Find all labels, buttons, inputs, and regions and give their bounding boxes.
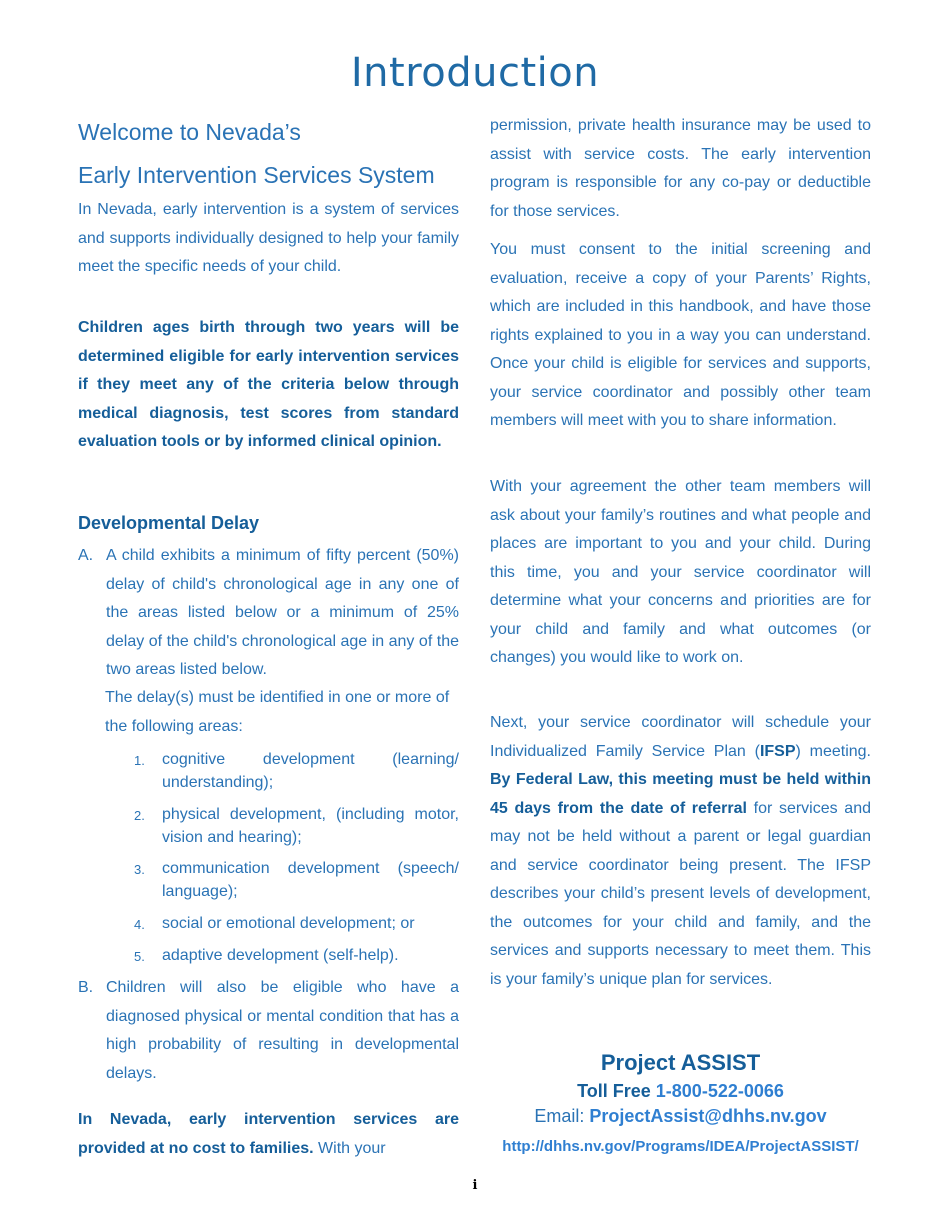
ifsp-text-c: for services and may not be held without a parent or legal guardian and service coordinator being present. The IFSP describes your child’s present levels of development, the outcomes for your child and family, and the services and supports necessary to meet them. This is your family’s unique plan for services. — [490, 799, 871, 988]
list-text: cognitive development (learning/ understanding); — [162, 751, 459, 791]
toll-free-label: Toll Free — [577, 1081, 656, 1101]
consent-paragraph: You must consent to the initial screening and evaluation, receive a copy of your Parents’ Rights, which are included in this handbook, and have those rights explained to you in a way you can understand. Once your child is eligible for services and supports, your service coordinator and possibly other team members will meet with you to share information. — [490, 241, 871, 429]
contact-phone-line — [490, 1081, 871, 1102]
phone-number[interactable]: 1-800-522-0066 — [655, 1081, 784, 1101]
delay-areas-intro: The delay(s) must be identified in one or more of the following areas: — [105, 689, 450, 735]
list-text: adaptive development (self-help). — [162, 947, 399, 964]
welcome-heading-line2: Early Intervention Services System — [78, 162, 435, 188]
criteria-item-b — [78, 974, 459, 1088]
list-number: 3. — [134, 862, 145, 877]
page-number: i — [472, 1178, 478, 1193]
list-item — [134, 913, 459, 936]
list-item — [134, 858, 459, 903]
item-text: Children will also be eligible who have a diagnosed physical or mental condition that has a high probability of resulting in developmental delays. — [106, 979, 459, 1082]
website-link[interactable]: http://dhhs.nv.gov/Programs/IDEA/ProjectASSIST/ — [502, 1138, 859, 1155]
eligibility-paragraph: Children ages birth through two years will be determined eligible for early intervention services if they meet any of the criteria below through medical diagnosis, test scores from standard evaluation tools or by informed clinical opinion. — [78, 319, 459, 450]
criteria-item-a — [78, 542, 459, 685]
list-item — [134, 804, 459, 849]
item-text: A child exhibits a minimum of fifty percent (50%) delay of child's chronological age in any one of the areas listed below or a minimum of 25% delay of the child's chronological age in any of the two areas listed below. — [106, 547, 459, 678]
item-letter: A. — [78, 547, 94, 564]
ifsp-abbrev: IFSP — [759, 742, 796, 760]
contact-email-line — [490, 1106, 871, 1127]
item-letter: B. — [78, 979, 94, 996]
no-cost-continuation: With your — [313, 1139, 386, 1157]
list-number: 2. — [134, 808, 145, 823]
ifsp-text-b: ) meeting. — [795, 742, 872, 760]
list-item — [134, 749, 459, 794]
list-text: communication development (speech/ language); — [162, 860, 459, 900]
federal-law-bold: By Federal Law, this meeting must be held within 45 days from the date of referral — [490, 771, 871, 817]
list-number: 5. — [134, 949, 145, 964]
ifsp-paragraph — [490, 709, 871, 994]
insurance-paragraph: permission, private health insurance may be used to assist with service costs. The early intervention program is responsible for any co-pay or deductible for those services. — [490, 117, 871, 220]
welcome-heading-line1: Welcome to Nevada’s — [78, 119, 301, 145]
no-cost-bold: In Nevada, early intervention services are provided at no cost to families. — [78, 1111, 459, 1157]
email-link[interactable]: ProjectAssist@dhhs.nv.gov — [589, 1106, 827, 1126]
intro-paragraph: In Nevada, early intervention is a system of services and supports individually designed to help your family meet the specific needs of your child. — [78, 201, 459, 275]
list-text: physical development, (including motor, vision and hearing); — [162, 806, 459, 846]
no-cost-paragraph — [78, 1106, 459, 1163]
list-number: 1. — [134, 753, 145, 768]
page-title: Introduction — [350, 50, 600, 96]
list-number: 4. — [134, 917, 145, 932]
ifsp-text-a: Next, your service coordinator will schedule your Individualized Family Service Plan ( — [490, 714, 871, 760]
contact-name: Project ASSIST — [600, 1050, 761, 1075]
developmental-delay-heading: Developmental Delay — [78, 513, 260, 533]
list-item — [134, 945, 459, 968]
team-paragraph: With your agreement the other team members will ask about your family’s routines and what people and places are important to you and your child. During this time, you and your service coordinator will determine what your concerns and priorities are for your child and family and what outcomes (or changes) you would like to work on. — [490, 478, 871, 666]
list-text: social or emotional development; or — [162, 915, 415, 932]
email-label: Email: — [534, 1106, 590, 1126]
